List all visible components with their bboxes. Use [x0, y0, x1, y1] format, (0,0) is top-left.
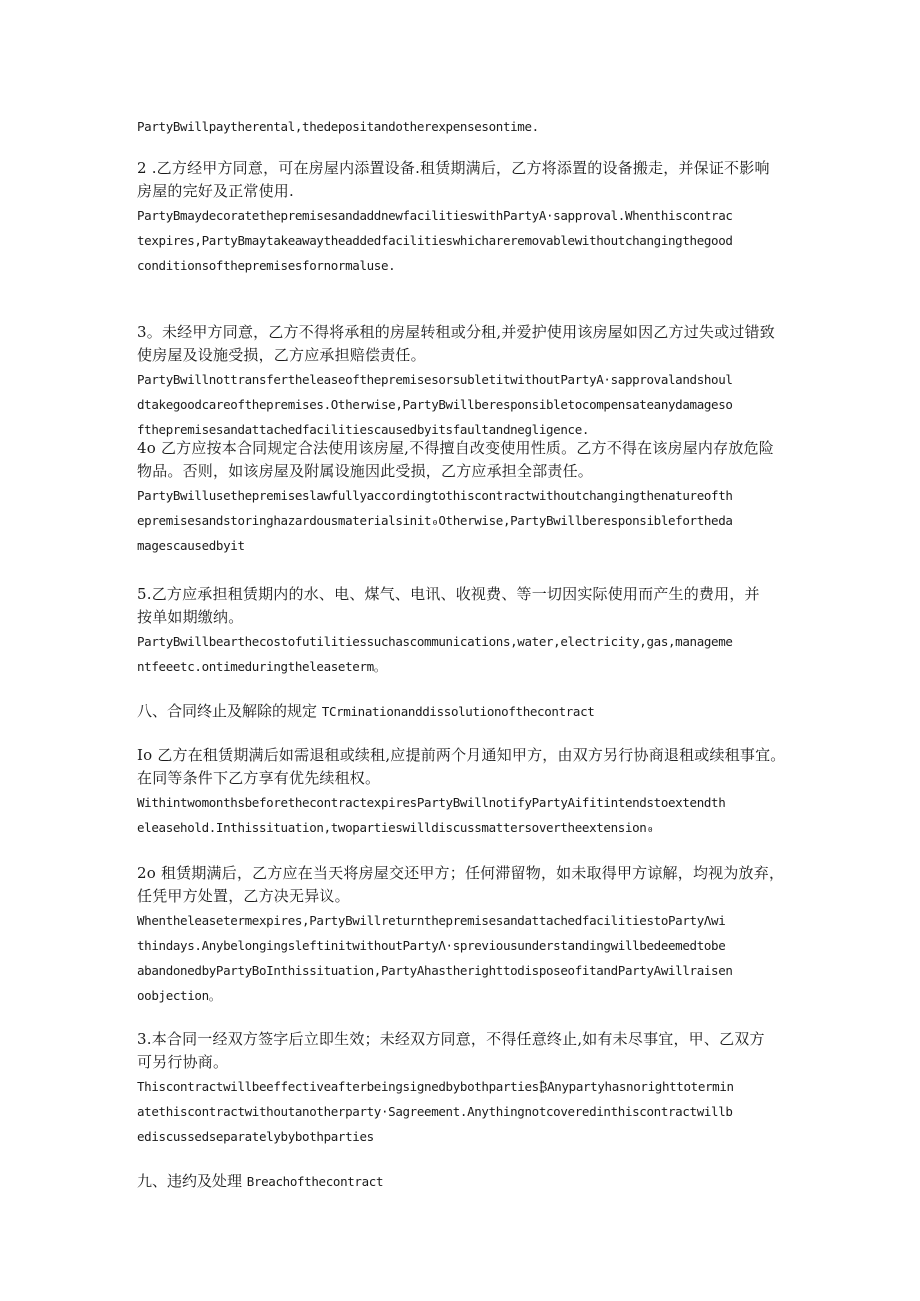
clause-8-3 [137, 1028, 787, 1149]
text-line: 房屋的完好及正常使用. [137, 182, 294, 200]
text-line: 在同等条件下乙方享有优先续租权。 [137, 769, 381, 787]
clause-7-5 [137, 583, 787, 679]
text-line: magescausedbyit [137, 538, 245, 553]
text-line: oobjection。 [137, 988, 221, 1003]
paragraph-payment-en [137, 114, 787, 139]
heading-en: Breachofthecontract [246, 1174, 384, 1189]
text-line: 2o 租赁期满后，乙方应在当天将房屋交还甲方；任何滞留物，如未取得甲方谅解，均视为放弃， [137, 864, 785, 882]
text-line: dtakegoodcareofthepremises.Otherwise,PartyBwillberesponsibletocompensateanydamageso [137, 397, 733, 412]
text-line: 4o 乙方应按本合同规定合法使用该房屋,不得擅自改变使用性质。乙方不得在该房屋内存放危险 [137, 439, 774, 457]
text-line: ediscussedseparatelybybothparties [137, 1129, 374, 1144]
text-line: epremisesandstoringhazardousmaterialsinit₀Otherwise,PartyBwillberesponsiblefortheda [137, 513, 733, 528]
text-line: 3。未经甲方同意，乙方不得将承租的房屋转租或分租,并爱护使用该房屋如因乙方过失或过错致 [137, 323, 775, 341]
clause-7-3 [137, 321, 787, 442]
text-line: 使房屋及设施受损，乙方应承担赔偿责任。 [137, 346, 426, 364]
text-line: 2 .乙方经甲方同意，可在房屋内添置设备.租赁期满后，乙方将添置的设备搬走，并保证不影响 [137, 159, 770, 177]
text-line: 任凭甲方处置，乙方决无异议。 [137, 887, 350, 905]
text-line: 按单如期缴纳。 [137, 608, 244, 626]
text-line: texpires,PartyBmaytakeawaytheaddedfacilitieswhichareremovablewithoutchangingthegood [137, 233, 733, 248]
text-line: 物品。否则，如该房屋及附属设施因此受损，乙方应承担全部责任。 [137, 462, 594, 480]
text-line: abandonedbyPartyBoInthissituation,PartyAhastherighttodisposeofitandPartyAwillraisen [137, 963, 733, 978]
text-line: eleasehold.Inthissituation,twopartieswilldiscussmattersovertheextension₀ [137, 820, 654, 835]
text-line: ntfeeetc.ontimeduringtheleaseterm。 [137, 659, 386, 674]
heading-cn: 八、合同终止及解除的规定 [137, 702, 322, 720]
text-line: PartyBwillusethepremiseslawfullyaccordingtothiscontractwithoutchangingthenatureofth [137, 488, 733, 503]
section-heading-8 [137, 700, 787, 723]
text-line: fthepremisesandattachedfacilitiescausedbyitsfaultandnegligence. [137, 422, 590, 437]
text-line: thindays.AnybelongingsleftinitwithoutPartyΛ·spreviousunderstandingwillbedeemedtobe [137, 938, 726, 953]
text-line: PartyBwillnottransfertheleaseofthepremisesorsubletitwithoutPartyA·sapprovalandshoul [137, 372, 733, 387]
text-line: Whentheleasetermexpires,PartyBwillreturnthepremisesandattachedfacilitiestoPartyΛwi [137, 913, 726, 928]
text-line: atethiscontractwithoutanotherparty·Sagreement.Anythingnotcoveredinthiscontractwillb [137, 1104, 733, 1119]
clause-7-4 [137, 437, 787, 558]
text-line: 3.本合同一经双方签字后立即生效；未经双方同意，不得任意终止,如有未尽事宜，甲、乙双方 [137, 1030, 765, 1048]
clause-8-2 [137, 862, 787, 1008]
text-line: PartyBwillpaytherental,thedepositandotherexpensesontime. [137, 119, 539, 134]
text-line: PartyBmaydecoratethepremisesandaddnewfacilitieswithPartyA·sapproval.Whenthiscontrac [137, 208, 733, 223]
text-line: Io 乙方在租赁期满后如需退租或续租,应提前两个月通知甲方，由双方另行协商退租或续租事宜。 [137, 746, 786, 764]
text-line: 5.乙方应承担租赁期内的水、电、煤气、电讯、收视费、等一切因实际使用而产生的费用，并 [137, 585, 760, 603]
section-heading-9 [137, 1170, 787, 1193]
heading-cn: 九、违约及处理 [137, 1172, 247, 1190]
text-line: PartyBwillbearthecostofutilitiessuchascommunications,water,electricity,gas,manageme [137, 634, 733, 649]
clause-8-1 [137, 744, 787, 840]
text-line: Thiscontractwillbeeffectiveafterbeingsignedbybothparties₿Anypartyhasnorighttotermin [137, 1079, 734, 1094]
text-line: conditionsofthepremisesfornormaluse. [137, 258, 396, 273]
heading-en: TCrminationanddissolutionofthecontract [321, 704, 595, 719]
text-line: WithintwomonthsbeforethecontractexpiresPartyBwillnotifyPartyAifitintendstoextendth [137, 795, 726, 810]
text-line: 可另行协商。 [137, 1053, 229, 1071]
clause-7-2 [137, 157, 787, 278]
